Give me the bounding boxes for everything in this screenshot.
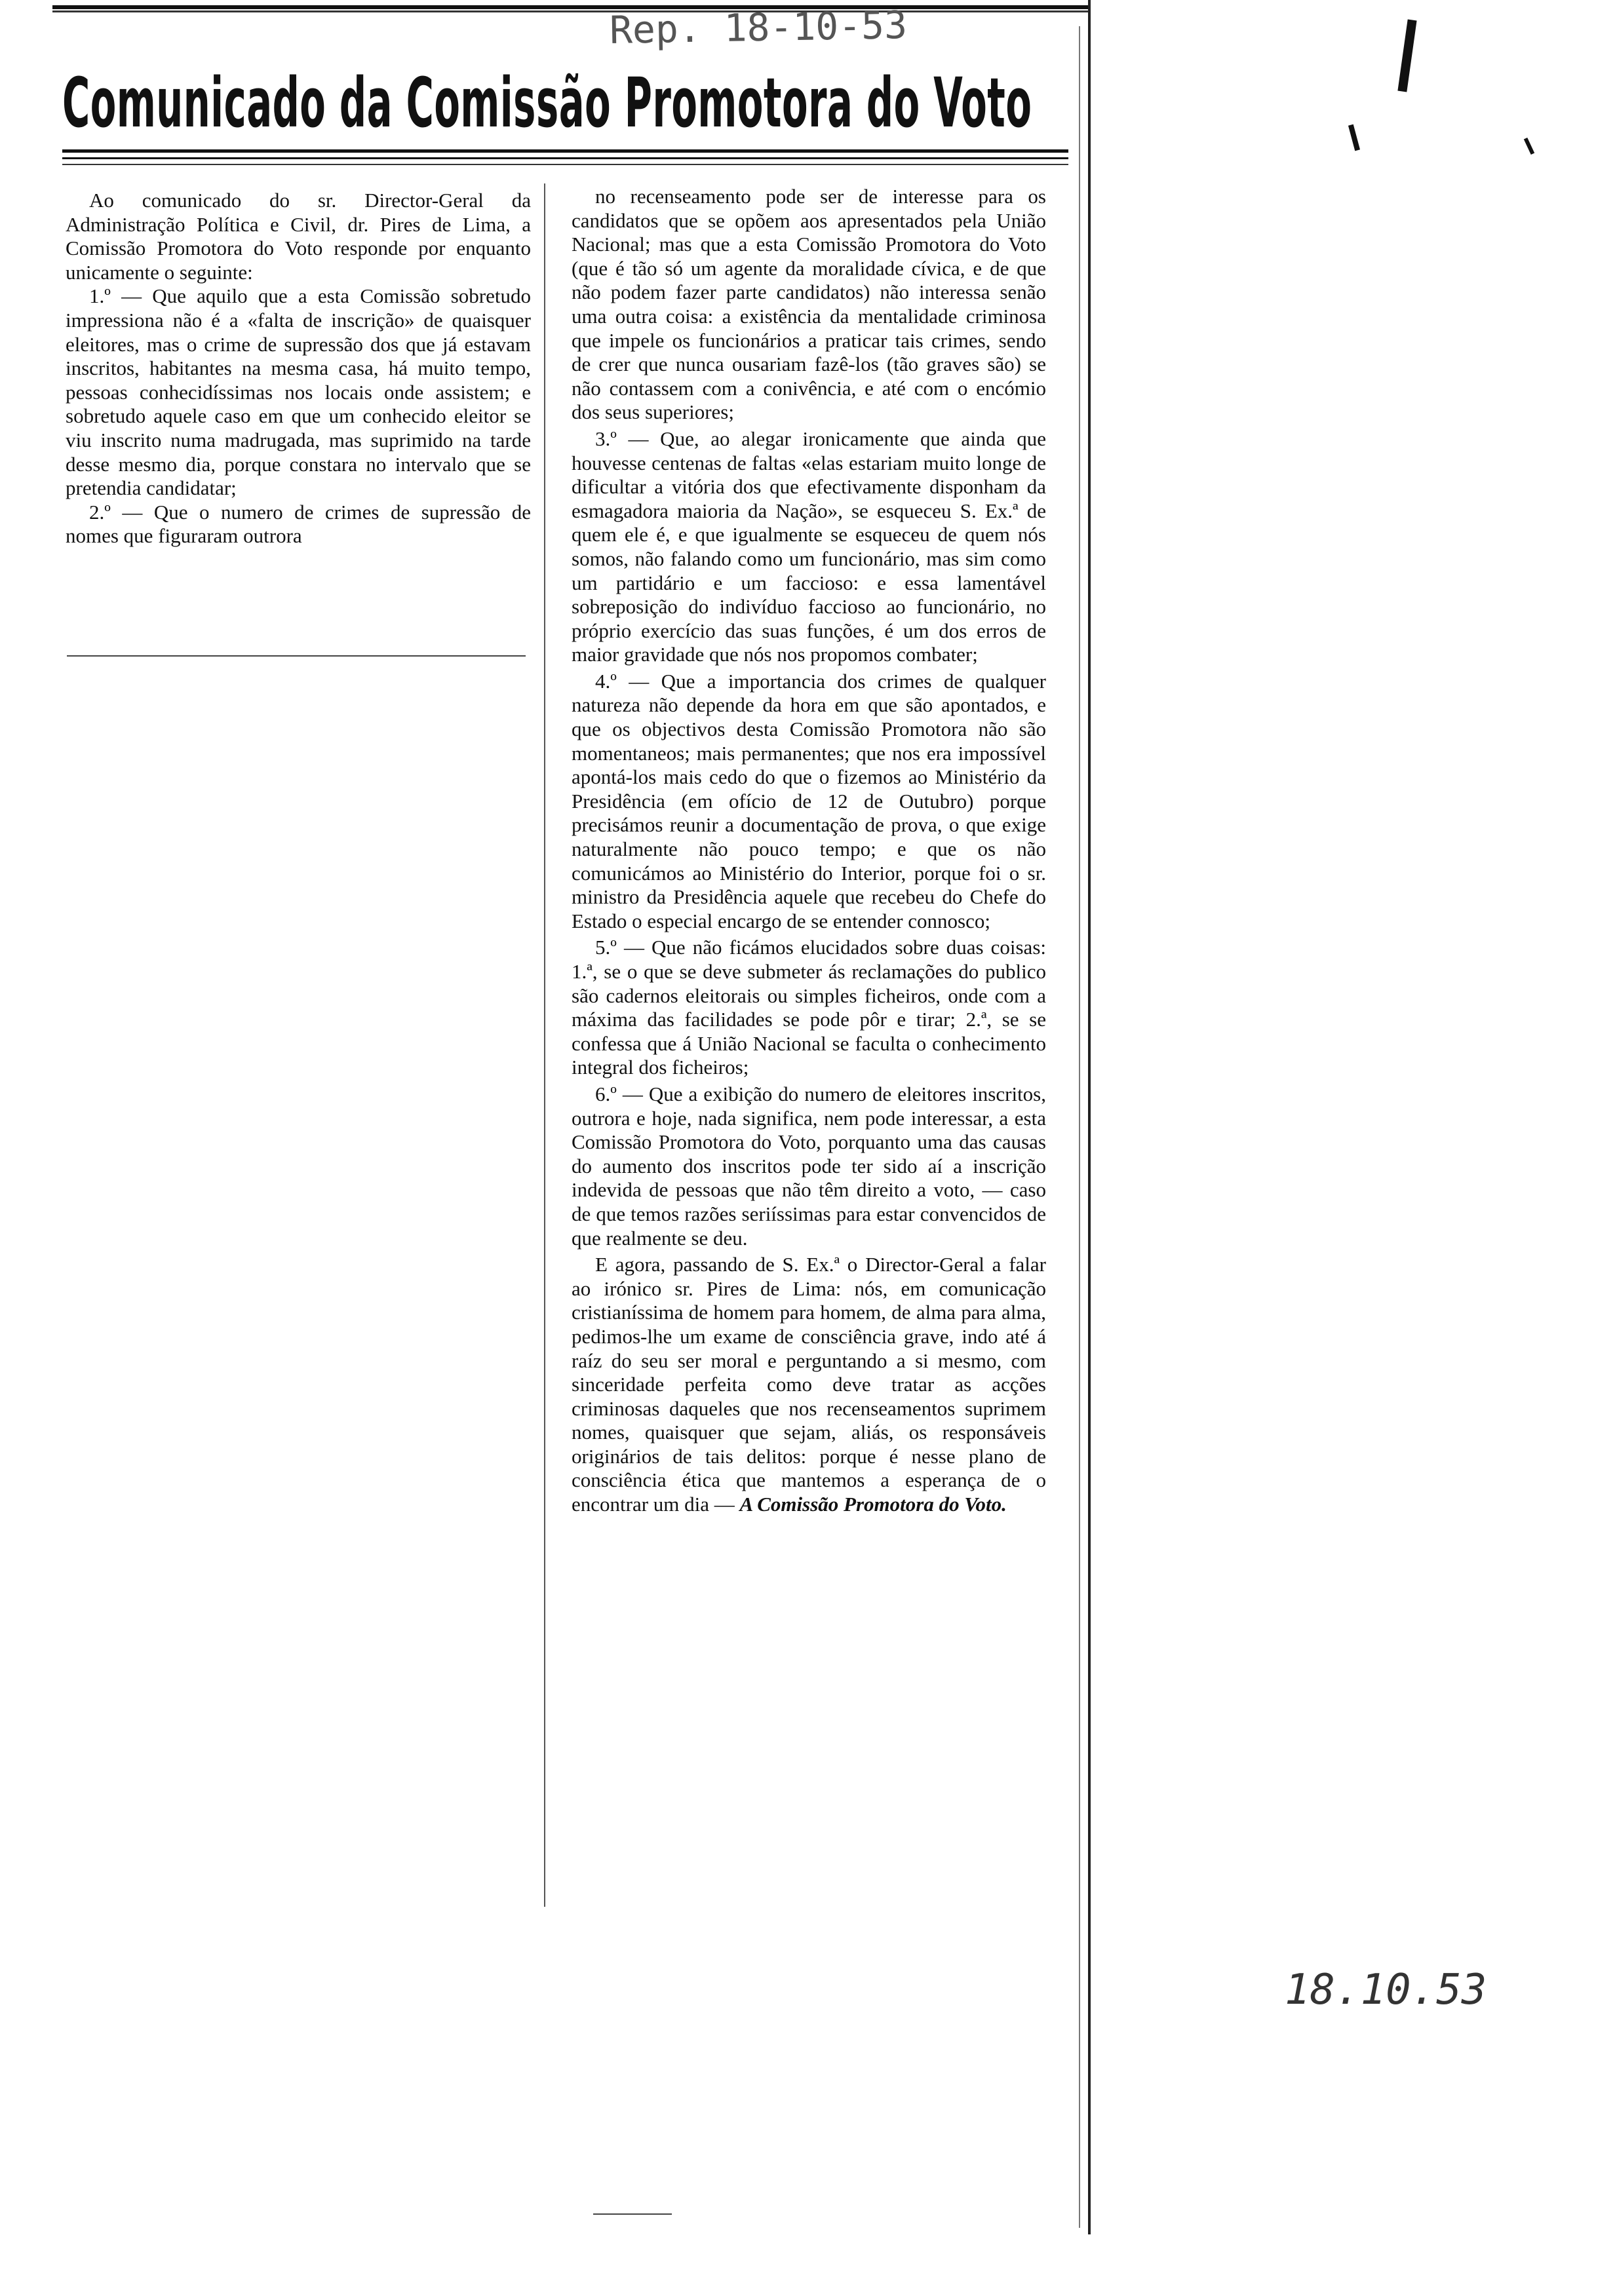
article-column-left [66, 189, 531, 548]
column-end-rule-right [593, 2213, 672, 2215]
headline-rule-thick [62, 149, 1068, 153]
clipping-right-edge [1088, 0, 1091, 2234]
paragraph: 1.º — Que aquilo que a esta Comissão sobretudo impressiona não é a «falta de inscrição» de quaisquer eleitores, mas o crime de supressão dos que já estavam inscritos, habitantes na mesma casa, há muito tempo, pessoas conhecidíssimas nos locais onde assistem; e sobretudo aquele caso em que um conhecido eleitor se viu inscrito numa madrugada, mas suprimido na tarde desse mesmo dia, porque constara no intervalo que se pretendia candidatar; [66, 284, 531, 500]
paragraph: Ao comunicado do sr. Director-Geral da Administração Política e Civil, dr. Pires de Lima, a Comissão Promotora do Voto responde por enquanto unicamente o seguinte: [66, 189, 531, 284]
column-divider [544, 183, 545, 1907]
headline-rule-thin [62, 164, 1068, 165]
pen-mark [1397, 20, 1416, 92]
paragraph [572, 1253, 1046, 1517]
headline: Comunicado da Comissão Promotora do Voto [62, 63, 1032, 143]
paragraph: no recenseamento pode ser de interesse para os candidatos que se opõem aos apresentados pela União Nacional; mas que a esta Comissão Promotora do Voto (que é tão só um agente da moralidade cívica, e de que não podem fazer parte candidatos) não interessa senão uma outra coisa: a existência da mentalidade criminosa que impele os funcionários a praticar tais crimes, sendo de crer que nunca ousariam fazê-los (tão graves são) se não contassem com a conivência, e até com o encómio dos seus superiores; [572, 185, 1046, 424]
pen-mark [1348, 124, 1360, 151]
closing-text: E agora, passando de S. Ex.ª o Director-Geral a falar ao irónico sr. Pires de Lima: nós, em comunicação cristianíssima de homem para homem, de alma para alma, pedimos-lhe um exame de consciência grave, indo até á raíz do seu ser moral e perguntando a si mesmo, com sinceridade perfeita como deve tratar as acções criminosas daqueles que nos recenseamentos suprimem nomes, quaisquer que sejam, aliás, os responsáveis originários de tais delitos: porque é nesse plano de consciência ética que mantemos a esperança de o encontrar um dia — [572, 1253, 1046, 1516]
article-column-right [572, 185, 1046, 1520]
paragraph: 5.º — Que não ficámos elucidados sobre duas coisas: 1.ª, se o que se deve submeter ás reclamações do publico são cadernos eleitorais ou simples ficheiros, onde com a máxima das facilidades se pode pôr e tirar; 2.ª, se se confessa que á União Nacional se faculta o conhecimento integral dos ficheiros; [572, 936, 1046, 1079]
paragraph: 2.º — Que o numero de crimes de supressão de nomes que figuraram outrora [66, 500, 531, 548]
signature: A Comissão Promotora do Voto. [739, 1493, 1007, 1516]
clipping-top-edge-inner [52, 10, 1088, 12]
handwritten-date-bottom: 18.10.53 [1285, 1966, 1487, 2014]
paragraph: 6.º — Que a exibição do numero de eleitores inscritos, outrora e hoje, nada significa, nem pode interessar, a esta Comissão Promotora do Voto, porquanto uma das causas do aumento dos inscritos pode ter sido aí a inscrição indevida de pessoas que não têm direito a voto, — caso de que temos razões seriíssimas para estar convencidos de que realmente se deu. [572, 1082, 1046, 1250]
paragraph: 3.º — Que, ao alegar ironicamente que ainda que houvesse centenas de faltas «elas estariam muito longe de dificultar a vitória dos que efectivamente disponham da esmagadora maioria da Nação», se esqueceu S. Ex.ª de quem ele é, e que igualmente se esqueceu de quem nós somos, não falando como um funcionário, mas sim como um partidário e um faccioso: e essa lamentável sobreposição do indivíduo faccioso ao funcionário, no próprio exercício das suas funções, é um dos erros de maior gravidade que nós nos propomos combater; [572, 427, 1046, 666]
handwritten-date-top: Rep. 18-10-53 [609, 3, 908, 52]
clipping-right-inner-rule [1079, 26, 1080, 2228]
clipping-top-edge [52, 5, 1088, 9]
column-end-rule-left [67, 655, 526, 657]
paragraph: 4.º — Que a importancia dos crimes de qualquer natureza não depende da hora em que são apontados, e que os objectivos desta Comissão Promotora não são momentaneos; mais permanentes; que nos era impossível apontá-los mais cedo do que o fizemos ao Ministério da Presidência (em ofício de 12 de Outubro) porque precisámos reunir a documentação de prova, o que exige naturalmente não pouco tempo; e que os não comunicámos ao Ministério do Interior, porque foi o sr. ministro da Presidência aquele que recebeu do Chefe do Estado o especial encargo de se entender connosco; [572, 669, 1046, 932]
headline-rule-middle [62, 157, 1068, 159]
pen-mark [1524, 138, 1534, 155]
